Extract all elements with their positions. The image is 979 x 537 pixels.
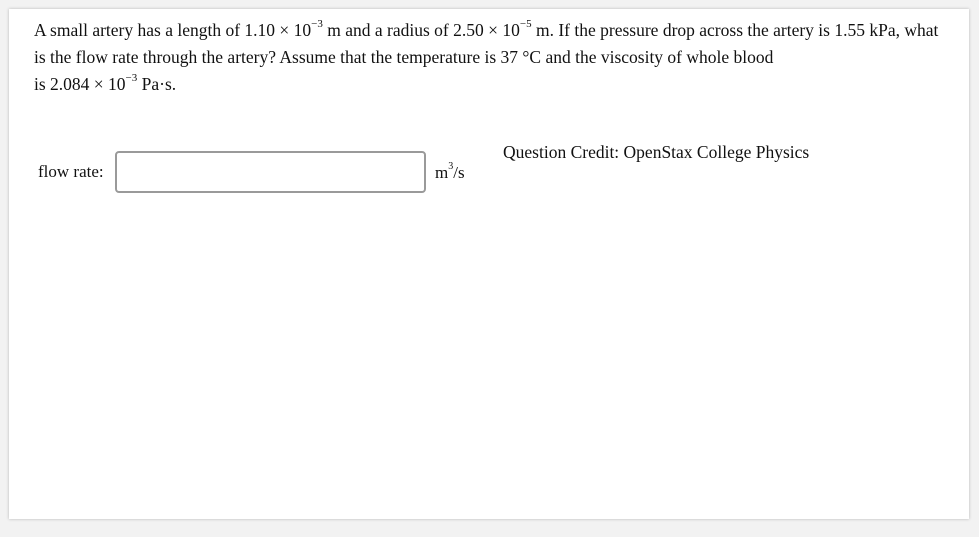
exponent-radius: −5 [519,18,532,31]
question-part-4: is 2.084 × 10 [34,74,126,94]
question-part-2: m and a radius of 2.50 × 10 [322,20,520,40]
unit-label [435,163,465,183]
question-credit: Question Credit: OpenStax College Physics [503,142,810,162]
question-part-5: Pa·s. [137,74,177,94]
question-text [34,17,954,98]
exponent-length: −3 [311,18,323,31]
flow-rate-input[interactable] [115,151,426,193]
question-part-3: m. If the pressure drop across the artery is 1.55 kPa, what is the flow rate through the artery? Assume that the temperature is 37 °C and the viscosity of whole blood [34,20,939,67]
flow-rate-label: flow rate: [38,162,104,181]
unit-base: m [435,163,449,182]
unit-tail: /s [453,163,465,182]
unit-exponent: 3 [448,161,454,173]
question-part-1: A small artery has a length of 1.10 × 10 [34,20,312,40]
exponent-viscosity: −3 [125,72,138,85]
question-card [9,9,969,519]
